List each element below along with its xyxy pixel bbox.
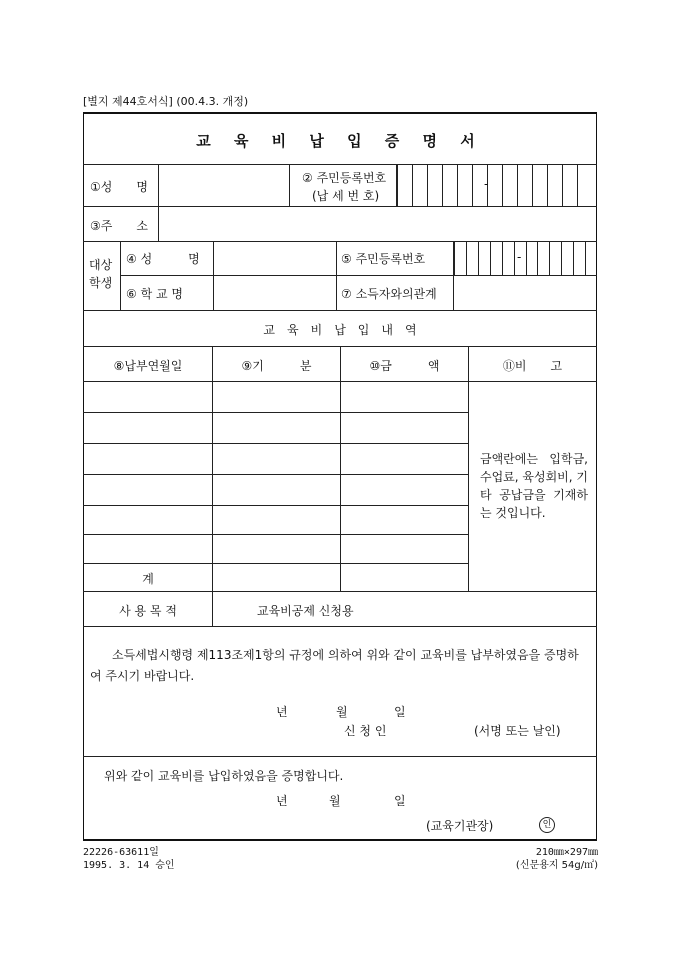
col-header-remark: ⑪비 고 [502, 359, 563, 373]
total-label: 계 [142, 572, 154, 586]
vrule-student-group [120, 241, 121, 310]
vrule-details-3 [468, 346, 469, 591]
student-name-label: ④ 성 명 [126, 252, 200, 266]
applicant-rrn-dash: - [484, 177, 489, 191]
applicant-taxno-label: (납 세 번 호) [312, 189, 380, 203]
request-date-day: 일 [394, 705, 406, 719]
student-group-label-1: 대상 [89, 258, 113, 272]
rule-11 [83, 505, 469, 506]
student-rrn-label: ⑤ 주민등록번호 [341, 252, 426, 266]
frame-bottom [83, 839, 597, 841]
frame-right [596, 112, 597, 841]
request-date-year: 년 [276, 705, 288, 719]
student-group-label-2: 학생 [89, 276, 113, 290]
vrule-label-col [158, 164, 159, 241]
col-header-amount: ⑩금 액 [369, 359, 440, 373]
seal-icon: 인 [539, 817, 555, 833]
vrule-applicant-mid [289, 164, 290, 206]
rule-10 [83, 474, 469, 475]
request-date-month: 월 [336, 705, 348, 719]
approval-date: 1995. 3. 14 승인 [83, 860, 175, 871]
rule-14 [83, 591, 597, 592]
purpose-value: 교육비공제 신청용 [257, 604, 354, 618]
cert-date-month: 월 [329, 794, 341, 808]
col-header-type: ⑨기 분 [241, 359, 312, 373]
rule-9 [83, 443, 469, 444]
rule-4 [120, 275, 597, 276]
rule-15 [83, 626, 597, 627]
applicant-rrn-boxes[interactable] [397, 164, 597, 206]
relation-label: ⑦ 소득자와의관계 [341, 287, 437, 301]
vrule-details-1 [212, 346, 213, 591]
rule-12 [83, 534, 469, 535]
cert-date-year: 년 [276, 794, 288, 808]
student-rrn-boxes[interactable] [454, 241, 597, 275]
paper-size: 210㎜×297㎜ [535, 847, 598, 858]
applicant-name-label: ①성 명 [90, 180, 148, 194]
form-title: 교 육 비 납 입 증 명 서 [196, 132, 484, 150]
form-code: 22226-63611일 [83, 847, 159, 858]
vrule-student-label [213, 241, 214, 310]
frame-top [83, 112, 597, 114]
rule-13 [83, 563, 469, 564]
rule-5 [83, 310, 597, 311]
school-label: ⑥ 학 교 명 [126, 287, 183, 301]
purpose-label: 사 용 목 적 [119, 604, 177, 618]
remark-text: 금액란에는 입학금, 수업료, 육성회비, 기타 공납금을 기재하는 것입니다. [480, 452, 588, 520]
rule-16 [83, 756, 597, 757]
vrule-details-2 [340, 346, 341, 591]
address-label: ③주 소 [90, 219, 148, 233]
certification-statement: 위와 같이 교육비를 납입하였음을 증명합니다. [104, 769, 344, 783]
cert-date-day: 일 [394, 794, 406, 808]
vrule-purpose [212, 591, 213, 626]
col-header-date: ⑧납부연월일 [113, 359, 183, 373]
form-header-note: [별지 제44호서식] (00.4.3. 개정) [83, 95, 249, 108]
vrule-student-mid [336, 241, 337, 310]
applicant-rrn-label: ② 주민등록번호 [302, 171, 387, 185]
sign-or-seal-label: (서명 또는 날인) [474, 724, 561, 738]
rule-8 [83, 412, 469, 413]
seal-mark [539, 816, 555, 833]
rule-2 [83, 206, 597, 207]
frame-left [83, 112, 84, 841]
paper-type: (신문용지 54g/㎡) [515, 860, 598, 871]
request-statement: 소득세법시행령 제113조제1항의 규정에 의하여 위와 같이 교육비를 납부하였음을 증명하여 주시기 바랍니다. [90, 648, 579, 683]
applicant-sign-label: 신 청 인 [344, 724, 387, 738]
issuer-label: (교육기관장) [426, 819, 494, 833]
details-section-title: 교 육 비 납 입 내 역 [263, 323, 417, 337]
student-rrn-dash: - [517, 250, 522, 264]
